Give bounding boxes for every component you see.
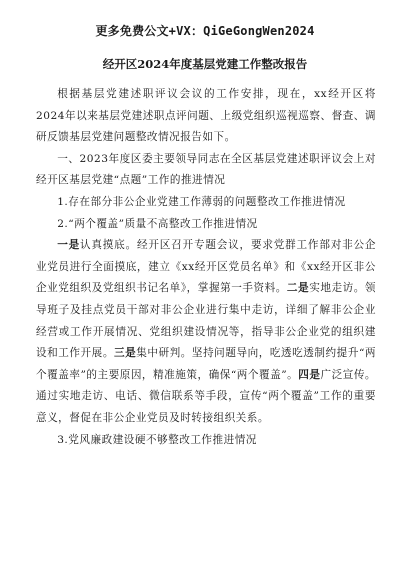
promo-header: 更多免费公文+VX：QiGeGongWen2024: [95, 24, 315, 38]
measure-1-text: 认真摸底。经开区召开专题会议，要求党群工作部对非公企业党员进行全面摸底，建立《xx经开区党员名单》和《xx经开区非公企业党组织及党组织书记名单》，掌握第一手资料。: [36, 239, 377, 295]
document-body: [36, 84, 376, 451]
intro-paragraph: 根据基层党建述职评议会议的工作安排，现在，xx经开区将2024年以来基层党建述职点评问题、上级党组织巡视巡察、督查、调研反馈基层党建问题整改情况报告如下。: [36, 88, 376, 144]
measure-2-text: 实地走访。领导班子及挂点党员干部对非公企业进行集中走访，详细了解非公企业经营或工作开展情况、党组织建设情况等，指导非公企业党的组织建设和工作开展。: [36, 282, 376, 360]
item-heading-1: 1.存在部分非公企业党建工作薄弱的问题整改工作推进情况: [57, 195, 346, 208]
measure-4-keyword: 四是: [298, 368, 321, 381]
item-heading-3: 3.党风廉政建设硬不够整改工作推进情况: [57, 433, 257, 446]
measures-paragraph: [36, 235, 376, 429]
measure-3-text: 集中研判。坚持问题导向，吃透吃透制约提升“两个覆盖率”的主要原因，精准施策，确保“两个覆盖”。: [36, 347, 377, 381]
measure-3-keyword: 三是: [113, 347, 137, 360]
section-heading-1: 一、2023年度区委主要领导同志在全区基层党建述职评议会上对经开区基层党建“点题”工作的推进情况: [36, 152, 376, 187]
measure-1-keyword: 一是: [57, 239, 80, 252]
document-title: 经开区2024年度基层党建工作整改报告: [102, 57, 308, 71]
measure-4-text: 广泛宣传。通过实地走访、电话、微信联系等手段，宣传“两个覆盖”工作的重要意义，督促在非公企业党员及时转接组织关系。: [36, 368, 377, 424]
measure-2-keyword: 二是: [286, 282, 310, 295]
item-heading-2: 2.“两个覆盖”质量不高整改工作推进情况: [57, 217, 258, 230]
